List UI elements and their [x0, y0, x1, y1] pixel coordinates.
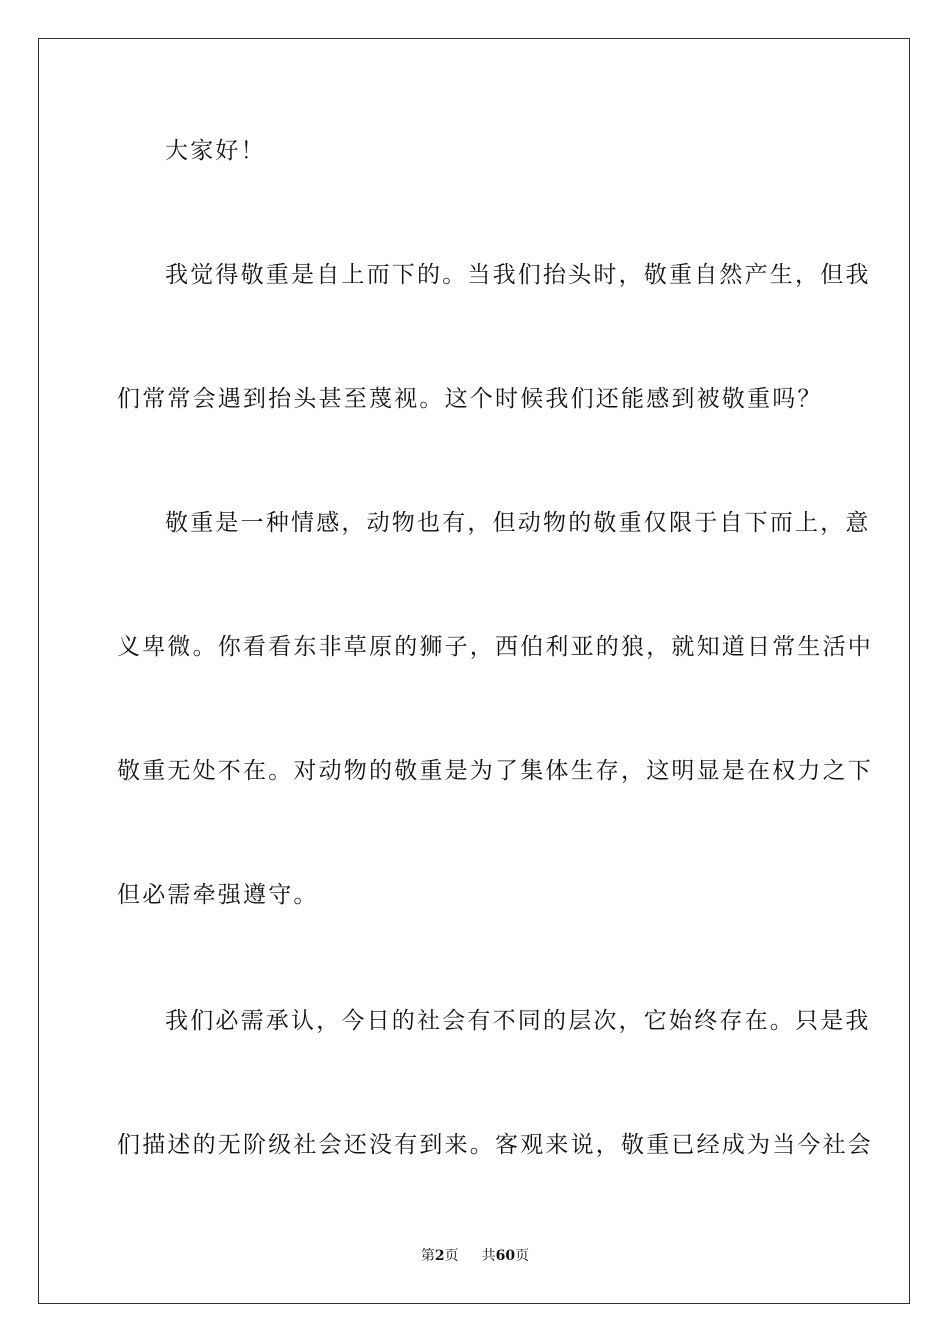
total-prefix: 共	[481, 1248, 496, 1264]
total-pages: 60	[495, 1248, 516, 1264]
paragraph-3-line-2: 们描述的无阶级社会还没有到来。客观来说，敬重已经成为当今社会	[117, 1132, 873, 1158]
page-number: 2	[434, 1248, 445, 1264]
paragraph-1-line-1: 我觉得敬重是自上而下的。当我们抬头时，敬重自然产生，但我	[165, 262, 871, 288]
paragraph-2-line-3: 敬重无处不在。对动物的敬重是为了集体生存，这明显是在权力之下	[117, 758, 873, 784]
page-prefix: 第	[420, 1248, 435, 1264]
paragraph-2-line-4: 但必需牵强遵守。	[117, 882, 319, 908]
greeting-line: 大家好！	[165, 138, 266, 164]
page-suffix: 页	[444, 1248, 459, 1264]
paragraph-2-line-2: 义卑微。你看看东非草原的狮子，西伯利亚的狼，就知道日常生活中	[117, 634, 873, 660]
page-border	[38, 38, 910, 1304]
paragraph-2-line-1: 敬重是一种情感，动物也有，但动物的敬重仅限于自下而上，意	[165, 510, 871, 536]
total-suffix: 页	[515, 1248, 530, 1264]
paragraph-3-line-1: 我们必需承认，今日的社会有不同的层次，它始终存在。只是我	[165, 1008, 871, 1034]
page-footer	[0, 1246, 950, 1266]
paragraph-1-line-2: 们常常会遇到抬头甚至蔑视。这个时候我们还能感到被敬重吗？	[117, 386, 823, 412]
